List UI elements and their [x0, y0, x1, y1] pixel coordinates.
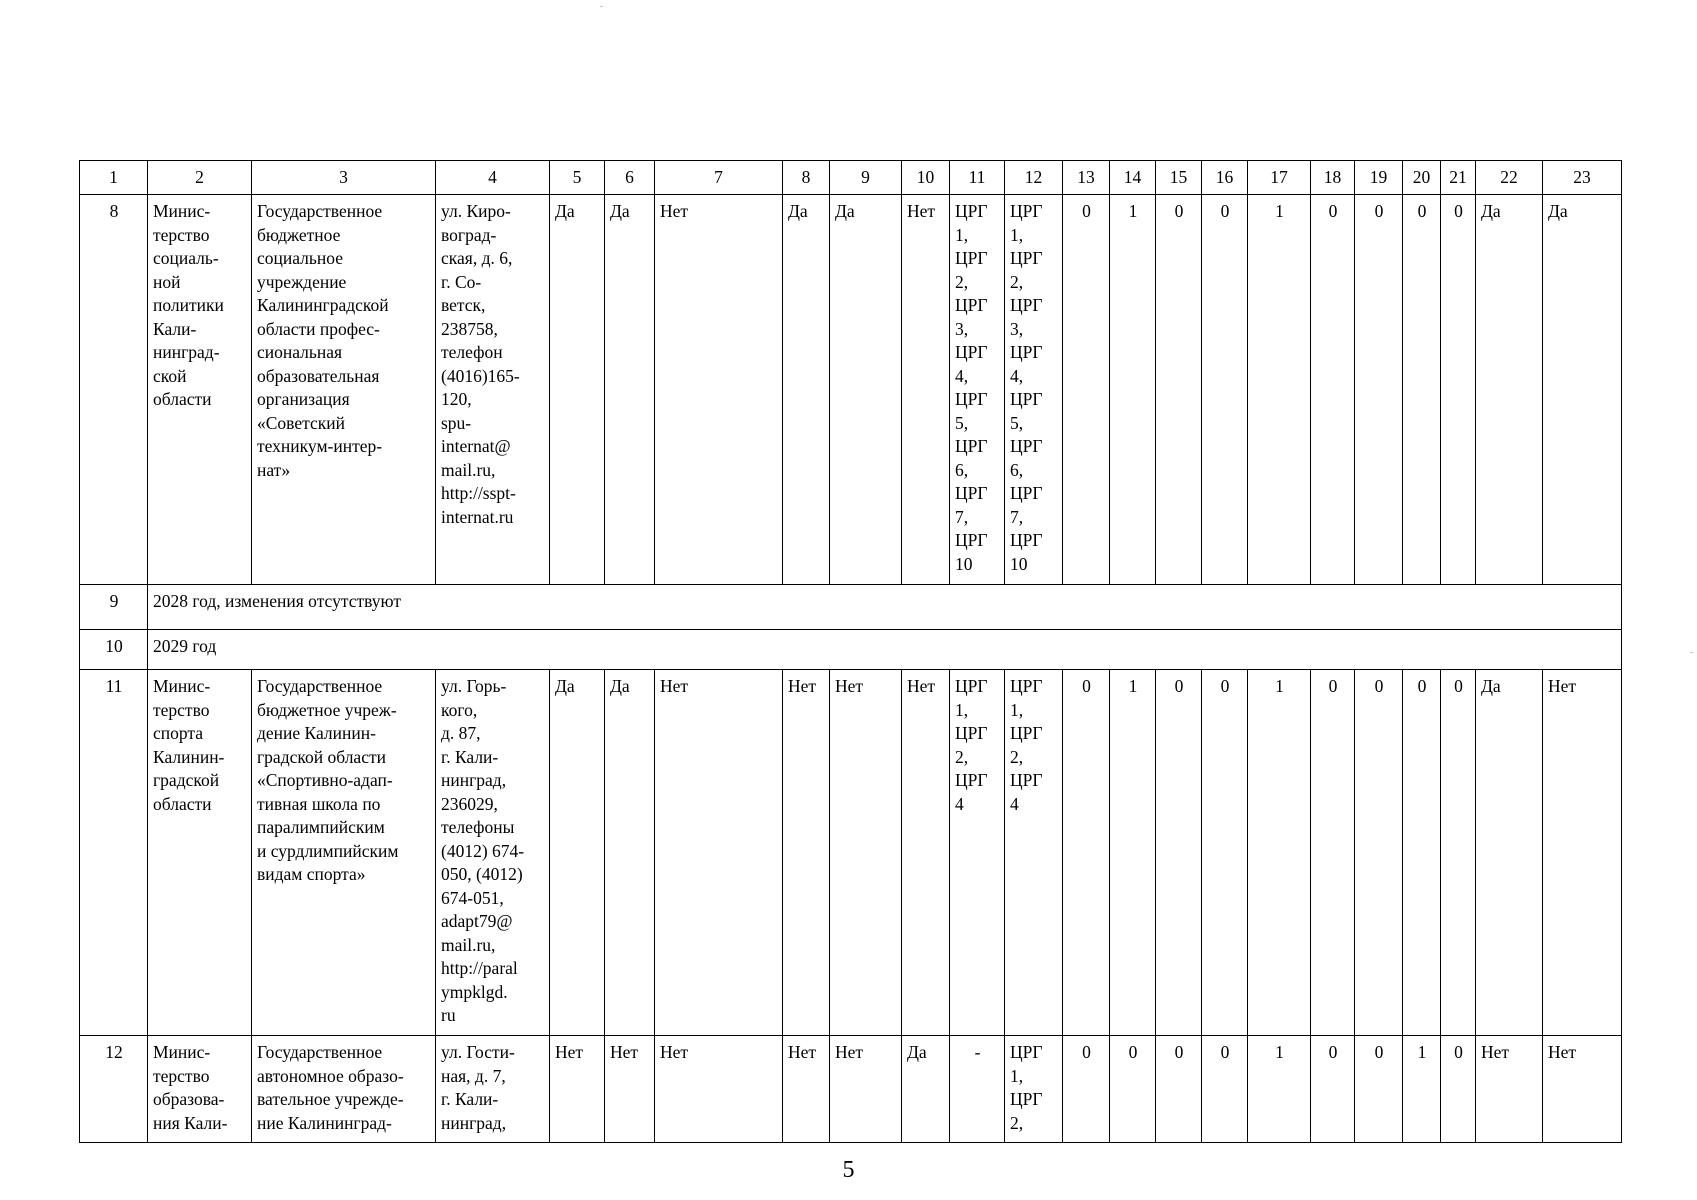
column-header: 17 — [1248, 161, 1311, 195]
cell-line: internat@ — [441, 436, 511, 456]
value-cell: Нет — [550, 1036, 605, 1143]
cell-line: г. Со- — [441, 271, 482, 292]
cell-line: техникум-интер- — [257, 436, 383, 456]
cell-line: Минис- — [153, 201, 211, 221]
cell-line: ЦРГ — [1010, 1042, 1043, 1062]
column-header: 21 — [1441, 161, 1476, 195]
count-cell: 0 — [1063, 1036, 1110, 1143]
count-cell: 0 — [1202, 1036, 1248, 1143]
count-cell: 0 — [1110, 1036, 1156, 1143]
cell-line: ЦРГ — [1010, 248, 1043, 268]
count-cell: 0 — [1311, 1036, 1355, 1143]
count-cell: 0 — [1156, 195, 1202, 585]
table-row — [80, 585, 1622, 630]
count-cell: 0 — [1441, 1036, 1476, 1143]
cell-line: нат» — [257, 459, 291, 480]
page-number: 5 — [842, 1157, 855, 1183]
cell-line: области — [153, 389, 212, 409]
cell-line: градской — [153, 770, 220, 790]
cell-line: 120, — [441, 389, 472, 409]
cell-line: ния Кали- — [153, 1112, 228, 1133]
value-cell: Нет — [1476, 1036, 1543, 1143]
cell-line: образовательная — [257, 365, 380, 386]
cell-line: 1, — [1010, 699, 1024, 720]
column-header: 14 — [1110, 161, 1156, 195]
count-cell: 0 — [1311, 670, 1355, 1036]
count-cell: 0 — [1355, 1036, 1403, 1143]
column-header: 1 — [80, 161, 148, 195]
value-cell: Да — [1543, 195, 1622, 585]
cell-line: ская, д. 6, — [441, 248, 513, 268]
row-number: 11 — [80, 670, 148, 1036]
count-cell: 0 — [1063, 195, 1110, 585]
ministry-cell — [148, 1036, 252, 1143]
cell-line: Кали- — [153, 318, 197, 339]
count-cell: 0 — [1202, 670, 1248, 1036]
cell-line: 4 — [1010, 793, 1019, 814]
cell-line: ЦРГ — [1010, 436, 1043, 456]
table-row — [80, 630, 1622, 670]
cell-line: сиональная — [257, 342, 343, 362]
cell-line: 1, — [1010, 1065, 1024, 1086]
cell-line: «Спортивно-адап- — [257, 770, 393, 790]
column-header: 13 — [1063, 161, 1110, 195]
year-note-text: 2029 год — [153, 636, 217, 656]
count-cell: 1 — [1248, 1036, 1311, 1143]
cell-line: ЦРГ — [955, 201, 988, 221]
cell-line: ЦРГ — [1010, 342, 1043, 362]
cell-line: ЦРГ — [1010, 201, 1043, 221]
cell-line: (4012) 674- — [441, 840, 525, 861]
cell-line: 050, (4012) — [441, 864, 523, 884]
cell-line: 2, — [955, 271, 969, 292]
group-cell — [1005, 195, 1063, 585]
column-header: 11 — [950, 161, 1005, 195]
column-header: 16 — [1202, 161, 1248, 195]
cell-line: 4, — [1010, 365, 1024, 386]
count-cell: 0 — [1403, 670, 1441, 1036]
cell-line: 2, — [1010, 271, 1024, 292]
scan-speck — [600, 6, 603, 7]
count-cell: 1 — [1248, 670, 1311, 1036]
cell-line: ветск, — [441, 295, 486, 315]
cell-line: 1, — [955, 224, 969, 245]
table-row — [80, 195, 1622, 585]
cell-line: http://sspt- — [441, 483, 516, 503]
cell-line: вательное учрежде- — [257, 1089, 404, 1109]
count-cell: 0 — [1441, 670, 1476, 1036]
data-table — [79, 160, 1622, 1143]
value-cell: Да — [605, 670, 655, 1036]
count-cell: 0 — [1355, 195, 1403, 585]
count-cell: 1 — [1248, 195, 1311, 585]
cell-line: ЦРГ — [1010, 1089, 1043, 1109]
cell-line: телефон — [441, 342, 503, 362]
count-cell: 0 — [1202, 195, 1248, 585]
year-note-text: 2028 год, изменения отсутствуют — [153, 591, 402, 611]
cell-line: области профес- — [257, 318, 380, 339]
cell-line: ЦРГ — [955, 483, 988, 503]
column-header: 2 — [148, 161, 252, 195]
value-cell: Да — [1476, 670, 1543, 1036]
cell-line: ЦРГ — [1010, 530, 1043, 550]
cell-line: и сурдлимпийским — [257, 840, 399, 861]
column-header: 10 — [902, 161, 950, 195]
cell-line: нинград, — [441, 1112, 507, 1133]
cell-line: ЦРГ — [955, 530, 988, 550]
column-header: 8 — [783, 161, 830, 195]
row-number: 9 — [80, 585, 148, 630]
cell-line: ул. Горь- — [441, 676, 507, 696]
column-header: 5 — [550, 161, 605, 195]
cell-line: видам спорта» — [257, 864, 366, 884]
cell-line: ЦРГ — [955, 248, 988, 268]
table-header-row — [80, 161, 1622, 195]
cell-line: http://paral — [441, 958, 518, 978]
cell-line: Государственное — [257, 201, 383, 221]
cell-line: 6, — [1010, 459, 1024, 480]
cell-line: mail.ru, — [441, 934, 496, 955]
cell-line: ние Калининград- — [257, 1112, 392, 1133]
cell-line: ЦРГ — [1010, 295, 1043, 315]
cell-line: 2, — [955, 746, 969, 767]
value-cell: Да — [550, 195, 605, 585]
count-cell: 1 — [1110, 195, 1156, 585]
column-header: 7 — [655, 161, 783, 195]
value-cell: Нет — [605, 1036, 655, 1143]
cell-line: 6, — [955, 459, 969, 480]
value-cell: Да — [783, 195, 830, 585]
address-cell — [436, 670, 550, 1036]
cell-line: 236029, — [441, 793, 498, 814]
cell-line: Минис- — [153, 676, 211, 696]
cell-line: 10 — [955, 553, 973, 574]
cell-line: терство — [153, 1065, 210, 1086]
value-cell: Нет — [830, 670, 902, 1036]
column-header: 19 — [1355, 161, 1403, 195]
cell-line: «Советский — [257, 412, 345, 433]
cell-line: adapt79@ — [441, 911, 513, 931]
cell-line: ЦРГ — [955, 295, 988, 315]
cell-line: дение Калинин- — [257, 723, 376, 743]
cell-line: 4, — [955, 365, 969, 386]
cell-line: mail.ru, — [441, 459, 496, 480]
group-cell — [1005, 670, 1063, 1036]
cell-line: 674-051, — [441, 887, 504, 908]
count-cell: 0 — [1441, 195, 1476, 585]
column-header: 23 — [1543, 161, 1622, 195]
value-cell: Нет — [830, 1036, 902, 1143]
cell-line: Государственное — [257, 676, 383, 696]
cell-line: нинград, — [441, 770, 507, 790]
cell-line: спорта — [153, 723, 204, 743]
column-header: 3 — [252, 161, 436, 195]
cell-line: 1, — [955, 699, 969, 720]
cell-line: 1, — [1010, 224, 1024, 245]
cell-line: 4 — [955, 793, 964, 814]
cell-line: учреждение — [257, 271, 347, 292]
value-cell: Да — [605, 195, 655, 585]
cell-line: ЦРГ — [955, 723, 988, 743]
row-number: 12 — [80, 1036, 148, 1143]
cell-line: бюджетное учреж- — [257, 699, 397, 720]
cell-line: автономное образо- — [257, 1065, 404, 1086]
cell-line: ЦРГ — [955, 770, 988, 790]
address-cell — [436, 1036, 550, 1143]
cell-line: паралимпийским — [257, 817, 385, 837]
cell-line: ЦРГ — [955, 342, 988, 362]
value-cell: Нет — [902, 670, 950, 1036]
cell-line: воград- — [441, 224, 497, 245]
cell-line: ЦРГ — [955, 676, 988, 696]
group-cell — [950, 670, 1005, 1036]
value-cell: Нет — [1543, 1036, 1622, 1143]
cell-line: 10 — [1010, 553, 1028, 574]
value-cell: Да — [550, 670, 605, 1036]
cell-line: ЦРГ — [1010, 676, 1043, 696]
cell-line: д. 87, — [441, 723, 481, 743]
column-header: 20 — [1403, 161, 1441, 195]
cell-line: нинград- — [153, 342, 220, 362]
cell-line: ЦРГ — [955, 436, 988, 456]
value-cell: Нет — [655, 670, 783, 1036]
cell-line: ской — [153, 365, 187, 386]
row-number: 10 — [80, 630, 148, 670]
count-cell: 1 — [1403, 1036, 1441, 1143]
cell-line: телефоны — [441, 817, 515, 837]
cell-line: Минис- — [153, 1042, 211, 1062]
cell-line: ympklgd. — [441, 981, 508, 1002]
cell-line: 7, — [955, 506, 969, 527]
count-cell: 1 — [1110, 670, 1156, 1036]
cell-line: ЦРГ — [1010, 723, 1043, 743]
value-cell: Нет — [655, 195, 783, 585]
cell-line: кого, — [441, 699, 478, 720]
column-header: 9 — [830, 161, 902, 195]
year-note — [148, 585, 1622, 630]
column-header: 4 — [436, 161, 550, 195]
cell-line: социальное — [257, 248, 343, 268]
column-header: 6 — [605, 161, 655, 195]
cell-line: - — [974, 1042, 981, 1062]
cell-line: политики — [153, 295, 224, 315]
cell-line: internat.ru — [441, 506, 514, 527]
table-row — [80, 1036, 1622, 1143]
cell-line: социаль- — [153, 248, 219, 268]
cell-line: бюджетное — [257, 224, 341, 245]
count-cell: 0 — [1355, 670, 1403, 1036]
ministry-cell — [148, 670, 252, 1036]
organization-cell — [252, 670, 436, 1036]
organization-cell — [252, 195, 436, 585]
cell-line: 5, — [1010, 412, 1024, 433]
count-cell: 0 — [1311, 195, 1355, 585]
value-cell: Да — [1476, 195, 1543, 585]
cell-line: spu- — [441, 412, 472, 433]
cell-line: ЦРГ — [1010, 770, 1043, 790]
cell-line: 2, — [1010, 1112, 1024, 1133]
group-cell — [950, 195, 1005, 585]
cell-line: Калинин- — [153, 746, 225, 767]
cell-line: 3, — [1010, 318, 1024, 339]
cell-line: ул. Гости- — [441, 1042, 515, 1062]
value-cell: Нет — [655, 1036, 783, 1143]
column-header: 15 — [1156, 161, 1202, 195]
cell-line: г. Кали- — [441, 746, 499, 767]
cell-line: градской области — [257, 746, 386, 767]
cell-line: организация — [257, 389, 350, 409]
cell-line: 7, — [1010, 506, 1024, 527]
cell-line: области — [153, 793, 212, 814]
cell-line: ЦРГ — [1010, 483, 1043, 503]
cell-line: ная, д. 7, — [441, 1065, 506, 1086]
address-cell — [436, 195, 550, 585]
cell-line: тивная школа по — [257, 793, 381, 814]
group-cell — [950, 1036, 1005, 1143]
count-cell: 0 — [1156, 670, 1202, 1036]
cell-line: 238758, — [441, 318, 498, 339]
value-cell: Да — [902, 1036, 950, 1143]
cell-line: ЦРГ — [955, 389, 988, 409]
cell-line: 5, — [955, 412, 969, 433]
group-cell — [1005, 1036, 1063, 1143]
table-row — [80, 670, 1622, 1036]
cell-line: ru — [441, 1005, 456, 1025]
cell-line: (4016)165- — [441, 365, 520, 386]
year-note — [148, 630, 1622, 670]
value-cell: Нет — [1543, 670, 1622, 1036]
cell-line: терство — [153, 699, 210, 720]
cell-line: образова- — [153, 1089, 225, 1109]
value-cell: Нет — [783, 670, 830, 1036]
value-cell: Нет — [783, 1036, 830, 1143]
cell-line: Государственное — [257, 1042, 383, 1062]
count-cell: 0 — [1156, 1036, 1202, 1143]
ministry-cell — [148, 195, 252, 585]
value-cell: Да — [830, 195, 902, 585]
count-cell: 0 — [1403, 195, 1441, 585]
count-cell: 0 — [1063, 670, 1110, 1036]
cell-line: г. Кали- — [441, 1089, 499, 1109]
cell-line: ул. Киро- — [441, 201, 511, 221]
scan-speck — [1690, 652, 1693, 653]
cell-line: терство — [153, 224, 210, 245]
organization-cell — [252, 1036, 436, 1143]
cell-line: Калининградской — [257, 295, 389, 315]
cell-line: ЦРГ — [1010, 389, 1043, 409]
row-number: 8 — [80, 195, 148, 585]
column-header: 12 — [1005, 161, 1063, 195]
value-cell: Нет — [902, 195, 950, 585]
cell-line: 3, — [955, 318, 969, 339]
column-header: 18 — [1311, 161, 1355, 195]
cell-line: 2, — [1010, 746, 1024, 767]
column-header: 22 — [1476, 161, 1543, 195]
cell-line: ной — [153, 271, 181, 292]
